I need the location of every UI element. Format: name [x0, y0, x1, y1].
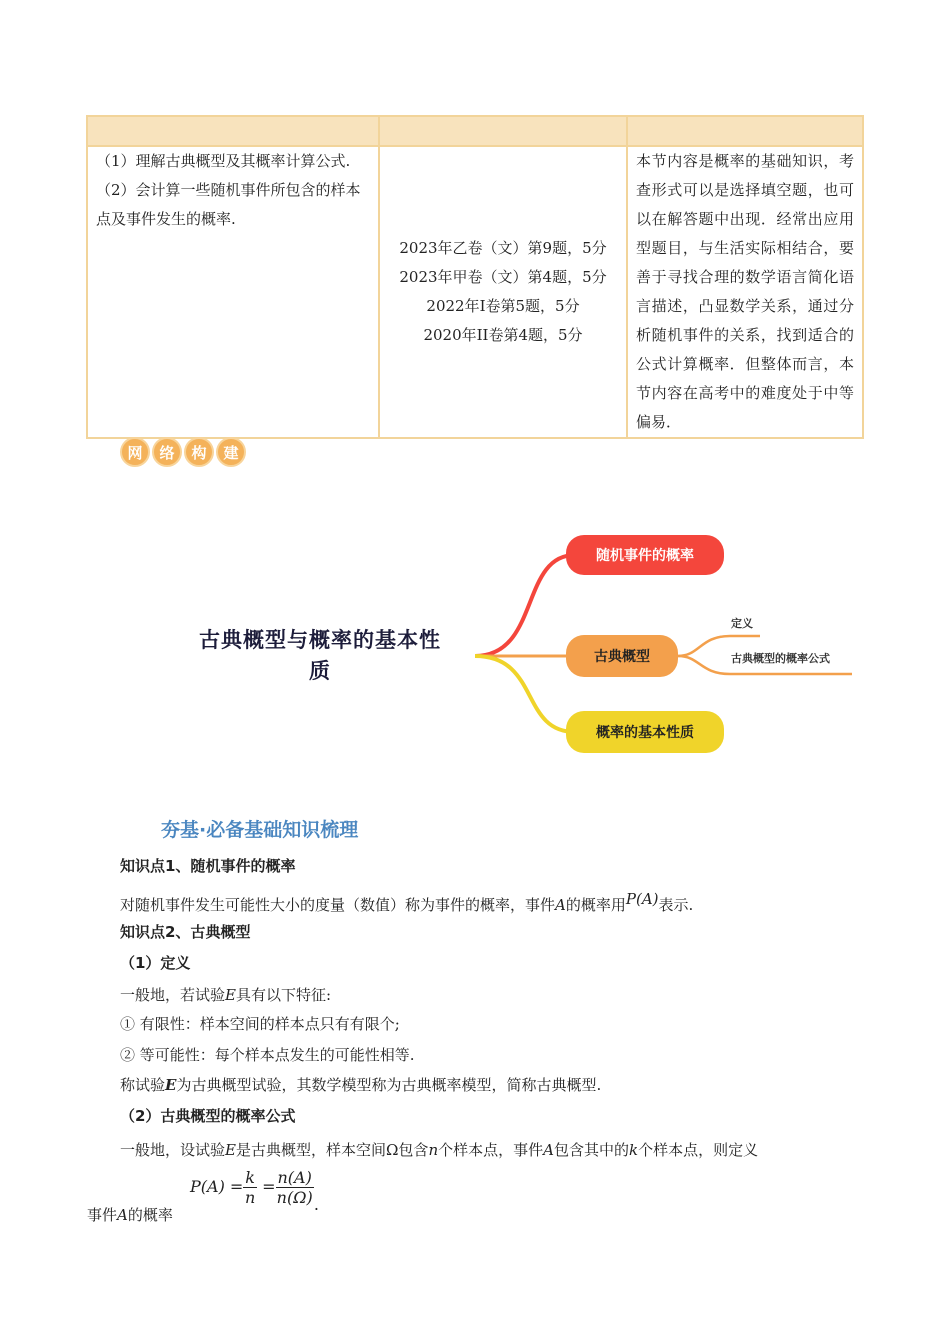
- definition-intro: 一般地，若试验E具有以下特征:: [120, 986, 332, 1004]
- branch-line-red: [475, 555, 575, 656]
- mindmap-node-properties: 概率的基本性质: [566, 711, 724, 753]
- mindmap-center: 古典概型与概率的基本性质: [199, 628, 441, 683]
- analysis-cell: 本节内容是概率的基础知识，考查形式可以是选择填空题，也可以在解答题中出现．经常出应用型题目，与生活实际相结合，要善于寻找合理的数学语言简化语言描述，凸显数学关系，通过分析随机事件的关系，找到适合的公式计算概率．但整体而言，本节内容在高考中的难度处于中等偏易．: [627, 146, 863, 438]
- exam-item: 2022年I卷第5题，5分: [426, 297, 580, 315]
- definition-conclusion: 称试验E为古典概型试验，其数学模型称为古典概率模型，简称古典概型.: [120, 1076, 602, 1094]
- formula-text: 一般地，设试验E是古典概型，样本空间Ω包含n个样本点，事件A包含其中的k个样本点，则定义: [120, 1141, 759, 1159]
- definition-title: （1）定义: [120, 954, 191, 972]
- exam-item: 2023年乙卷（文）第9题，5分: [399, 239, 607, 257]
- exam-item: 2023年甲卷（文）第4题，5分: [399, 268, 607, 286]
- formula-text-cont: 事件A的概率: [87, 1206, 173, 1224]
- mindmap-node-random-event: 随机事件的概率: [566, 535, 724, 575]
- feature-finiteness: ① 有限性：样本空间的样本点只有有限个;: [120, 1015, 400, 1033]
- feature-equal-likelihood: ② 等可能性：每个样本点发生的可能性相等.: [120, 1046, 415, 1064]
- objective-2: （2）会计算一些随机事件所包含的样本点及事件发生的概率.: [96, 181, 361, 228]
- kp2-title: 知识点2、古典概型: [120, 923, 251, 941]
- mindmap-leaf-definition: 定义: [731, 617, 753, 630]
- branch-line-yellow: [475, 656, 575, 732]
- probability-formula: P(A) = $\frac{k}{n}$ = $\frac{n(A)}{n(\Omega)}$ .: [190, 1168, 319, 1214]
- badge-char: 建: [216, 437, 246, 467]
- exam-item: 2020年II卷第4题，5分: [423, 326, 583, 344]
- mindmap-leaf-formula: 古典概型的概率公式: [731, 652, 830, 665]
- kp1-title: 知识点1、随机事件的概率: [120, 857, 296, 875]
- kp1-text: 对随机事件发生可能性大小的度量（数值）称为事件的概率，事件A的概率用P(A)表示.: [120, 890, 694, 914]
- badge-char: 构: [184, 437, 214, 467]
- mindmap-node-classical: 古典概型: [566, 635, 678, 677]
- badge-char: 络: [152, 437, 182, 467]
- objective-1: （1）理解古典概型及其概率计算公式.: [96, 152, 351, 170]
- section-title: 夯基·必备基础知识梳理: [161, 819, 359, 841]
- formula-title: （2）古典概型的概率公式: [120, 1107, 296, 1125]
- badge-char: 网: [120, 437, 150, 467]
